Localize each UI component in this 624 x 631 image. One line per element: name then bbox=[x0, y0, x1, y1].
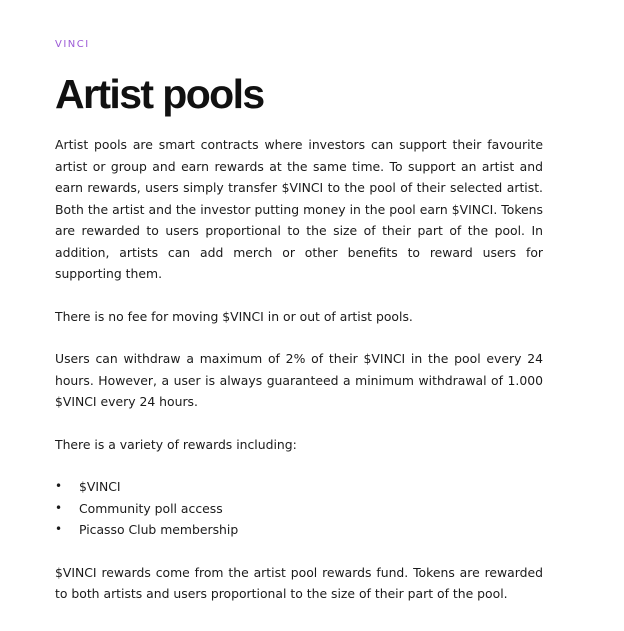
intro-paragraph: Artist pools are smart contracts where investors can support their favourite artist or group and earn rewards at the same time. To support an artist and earn rewards, users simply transfer $VINCI to the pool of their selected artist. Both the artist and the investor putting money in the pool earn $VINCI. Tokens are rewarded to users proportional to the size of their part of the pool. In addition, artists can add merch or other benefits to reward users for supporting them. bbox=[55, 137, 543, 281]
fee-paragraph: There is no fee for moving $VINCI in or out of artist pools. bbox=[55, 308, 413, 324]
list-item bbox=[55, 498, 543, 520]
bullet-icon: • bbox=[55, 500, 63, 515]
bullet-icon: • bbox=[55, 479, 63, 493]
rewards-intro-paragraph: There is a variety of rewards including: bbox=[55, 436, 297, 452]
list-item bbox=[55, 519, 543, 541]
rewards-list bbox=[55, 476, 543, 541]
list-item-label: Community poll access bbox=[79, 500, 223, 516]
brand-label: VINCI bbox=[55, 39, 90, 50]
document-page bbox=[55, 38, 543, 626]
list-item bbox=[55, 476, 543, 498]
page-title: Artist pools bbox=[55, 71, 264, 117]
withdrawal-paragraph: Users can withdraw a maximum of 2% of their $VINCI in the pool every 24 hours. However, a user is always guaranteed a minimum withdrawal of 1.000 $VINCI every 24 hours. bbox=[55, 351, 543, 409]
list-item-label: Picasso Club membership bbox=[79, 522, 239, 537]
bullet-icon: • bbox=[55, 522, 63, 536]
closing-paragraph: $VINCI rewards come from the artist pool rewards fund. Tokens are rewarded to both artists and users proportional to the size of their part of the pool. bbox=[55, 564, 543, 601]
list-item-label: $VINCI bbox=[79, 479, 121, 494]
